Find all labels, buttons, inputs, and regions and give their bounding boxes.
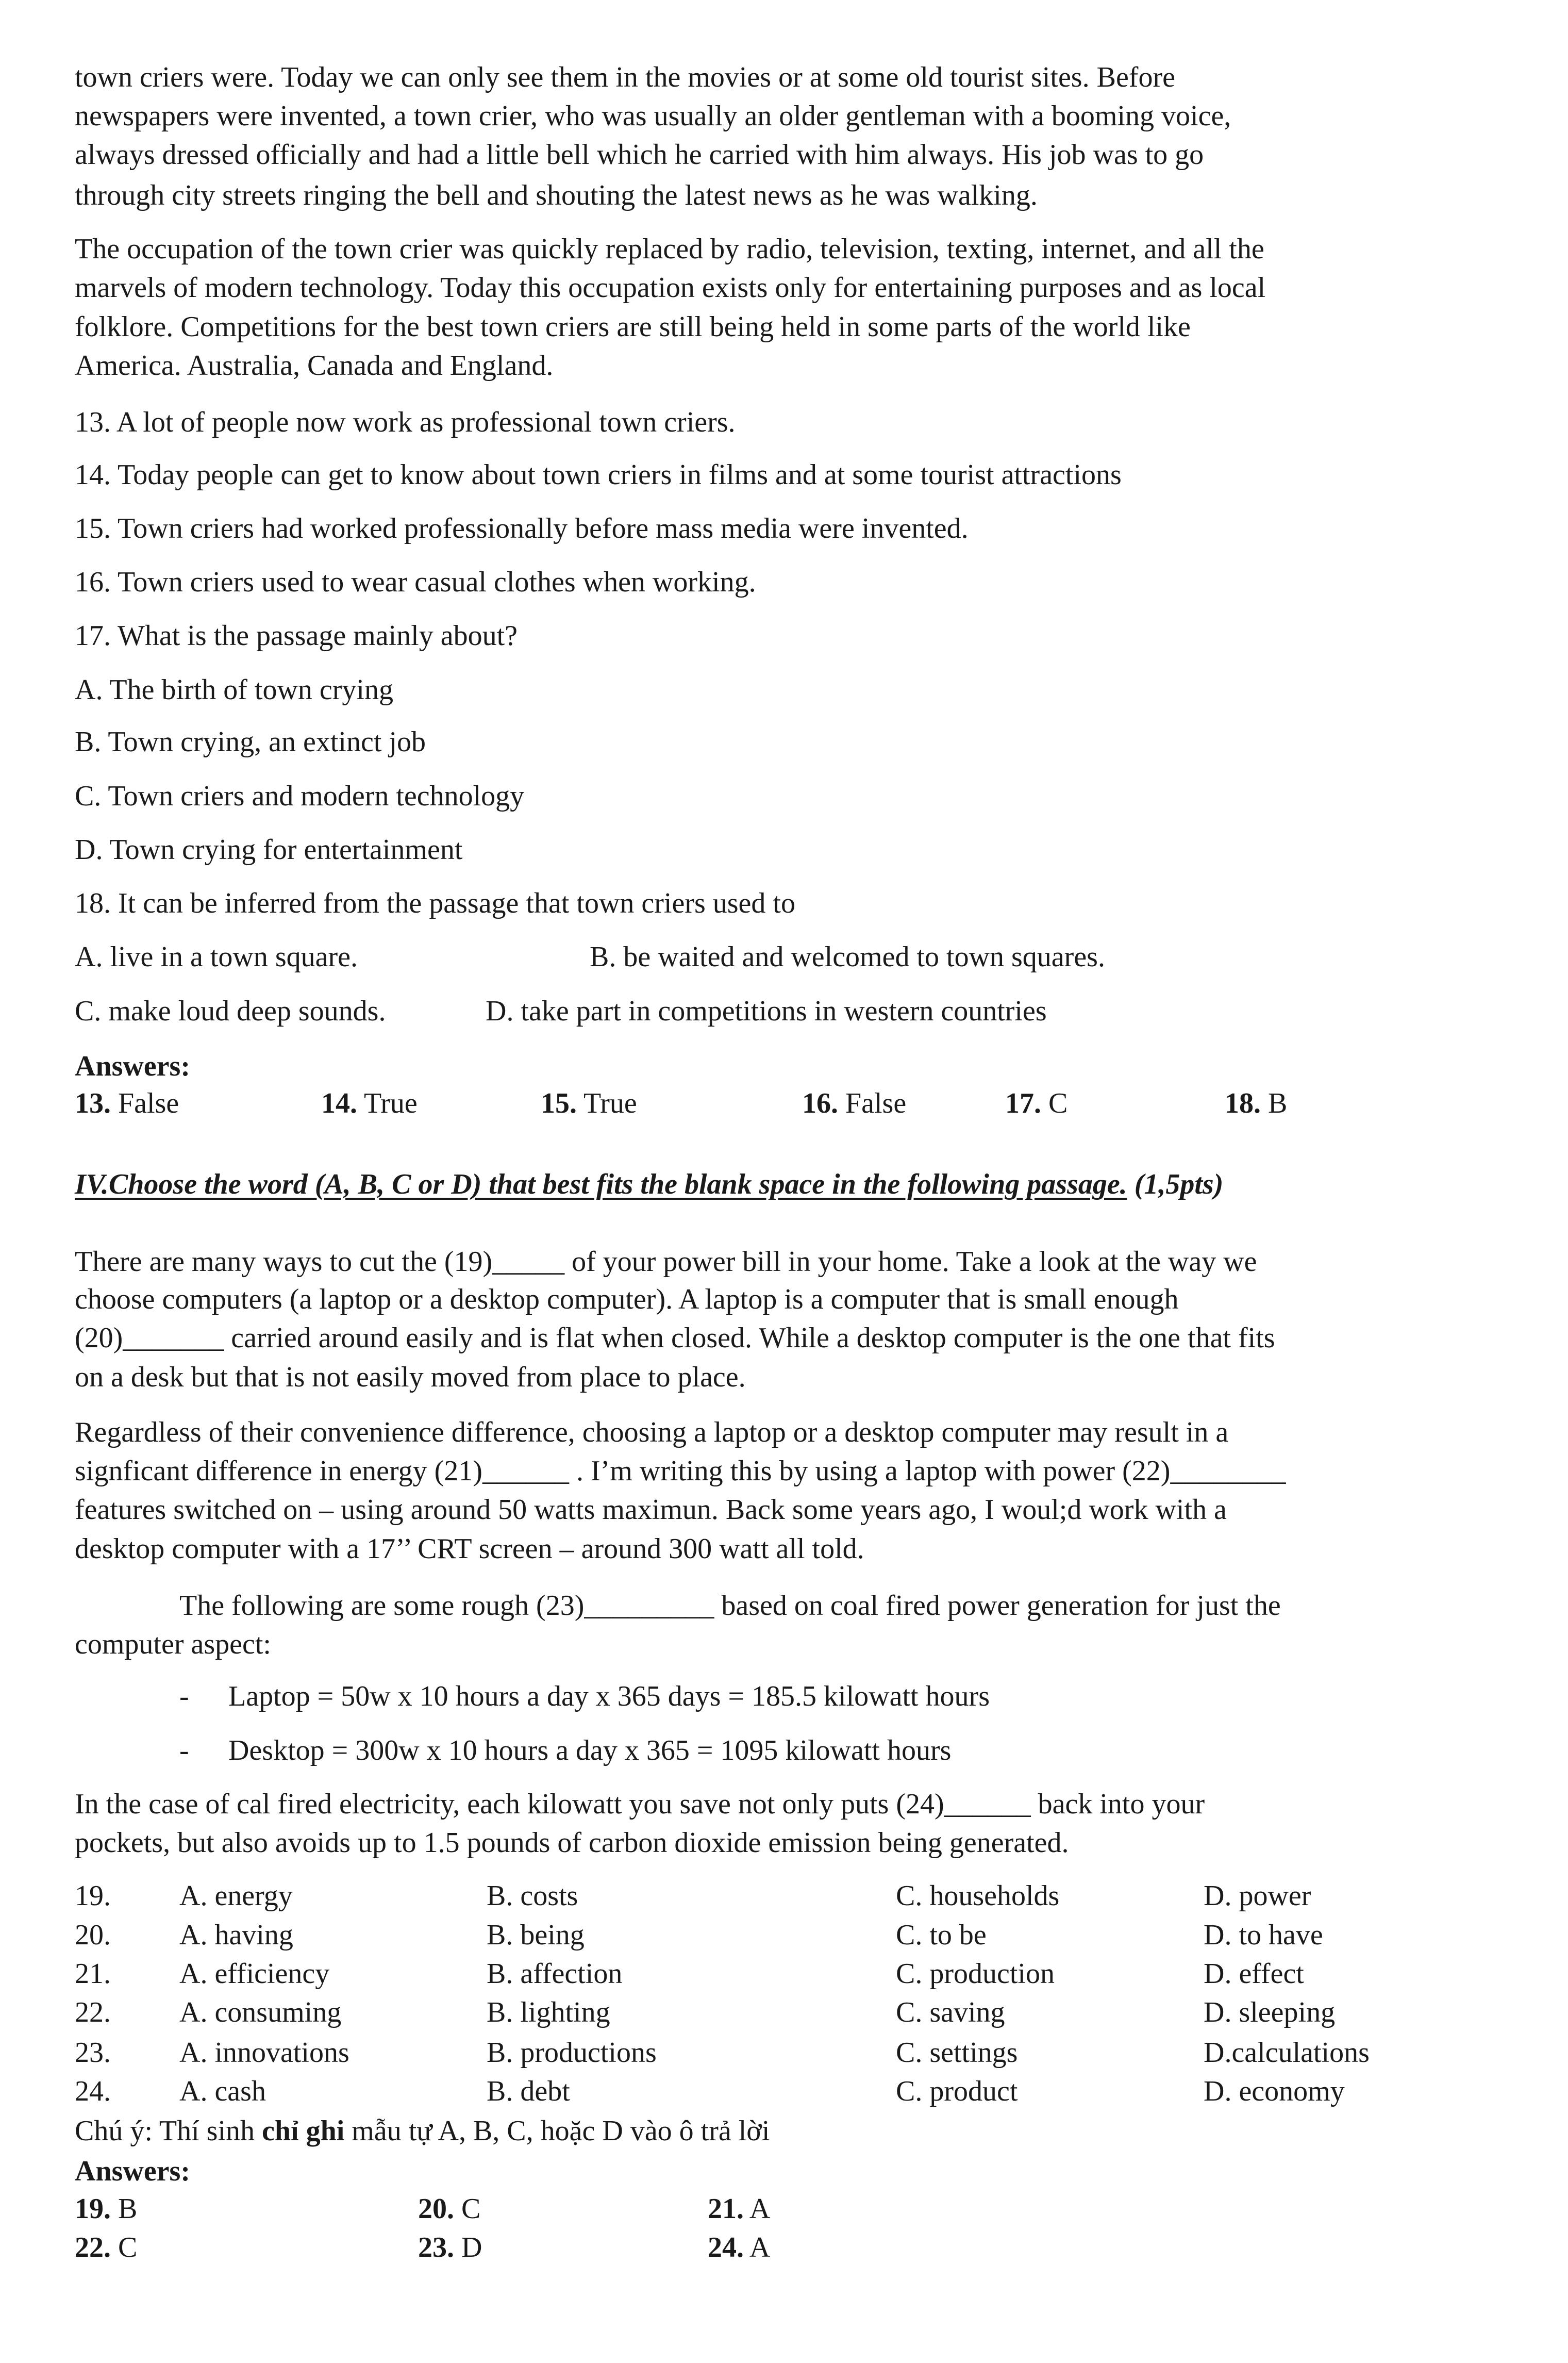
paragraph-line: choose computers (a laptop or a desktop computer). A laptop is a computer that is small enough bbox=[75, 1283, 1179, 1315]
paragraph-line: America. Australia, Canada and England. bbox=[75, 350, 554, 382]
option-choice: D. power bbox=[1204, 1880, 1311, 1912]
option-choice: A. consuming bbox=[179, 1996, 342, 2028]
answer-number: 15. bbox=[541, 1087, 577, 1119]
answer-item bbox=[75, 2228, 137, 2267]
option-choice: D. effect bbox=[1204, 1958, 1304, 1990]
answer-item bbox=[75, 2190, 137, 2228]
section-points: (1,5pts) bbox=[1127, 1168, 1224, 1200]
answer-number: 24. bbox=[708, 2232, 744, 2263]
option-row-number: 21. bbox=[75, 1958, 111, 1990]
question-18: 18. It can be inferred from the passage that town criers used to bbox=[75, 887, 795, 919]
answer-value: False bbox=[111, 1087, 179, 1119]
section-heading bbox=[75, 1165, 1223, 1204]
option-choice: C. product bbox=[896, 2075, 1018, 2107]
bullet-dash: - bbox=[179, 1734, 189, 1766]
bullet-desktop: Desktop = 300w x 10 hours a day x 365 = 1095 kilowatt hours bbox=[228, 1734, 952, 1766]
answer-value: False bbox=[838, 1087, 907, 1119]
option-choice: D.calculations bbox=[1204, 2037, 1370, 2069]
answer-value: True bbox=[357, 1087, 418, 1119]
paragraph-line: Regardless of their convenience difference, choosing a laptop or a desktop computer may result in a bbox=[75, 1416, 1229, 1448]
answer-value: D bbox=[454, 2232, 482, 2263]
note bbox=[75, 2112, 770, 2151]
question-17: 17. What is the passage mainly about? bbox=[75, 620, 518, 652]
answers-label: Answers: bbox=[75, 1050, 190, 1082]
paragraph-line: newspapers were invented, a town crier, who was usually an older gentleman with a booming voice, bbox=[75, 100, 1231, 132]
option-choice: B. affection bbox=[487, 1958, 623, 1990]
answer-15 bbox=[541, 1084, 637, 1123]
option-choice: B. productions bbox=[487, 2037, 657, 2069]
question-14: 14. Today people can get to know about town criers in films and at some tourist attractions bbox=[75, 459, 1122, 491]
option-choice: A. efficiency bbox=[179, 1958, 330, 1990]
option-18b: B. be waited and welcomed to town squares. bbox=[590, 941, 1105, 973]
paragraph-line: town criers were. Today we can only see them in the movies or at some old tourist sites. Before bbox=[75, 61, 1175, 93]
option-row-number: 22. bbox=[75, 1996, 111, 2028]
bullet-dash: - bbox=[179, 1680, 189, 1712]
option-choice: D. to have bbox=[1204, 1919, 1323, 1951]
answer-value: C bbox=[111, 2232, 138, 2263]
note-text: Chú ý: Thí sinh bbox=[75, 2115, 262, 2147]
paragraph-line: pockets, but also avoids up to 1.5 pounds of carbon dioxide emission being generated. bbox=[75, 1827, 1069, 1859]
question-16: 16. Town criers used to wear casual clothes when working. bbox=[75, 566, 756, 598]
option-choice: C. production bbox=[896, 1958, 1055, 1990]
option-18d: D. take part in competitions in western countries bbox=[486, 995, 1047, 1027]
bullet-laptop: Laptop = 50w x 10 hours a day x 365 days = 185.5 kilowatt hours bbox=[228, 1680, 990, 1712]
option-choice: D. economy bbox=[1204, 2075, 1345, 2107]
option-choice: A. energy bbox=[179, 1880, 293, 1912]
option-17b: B. Town crying, an extinct job bbox=[75, 726, 426, 758]
paragraph-line: The following are some rough (23)_________ based on coal fired power generation for just the bbox=[179, 1590, 1281, 1622]
option-choice: B. costs bbox=[487, 1880, 578, 1912]
paragraph-line: marvels of modern technology. Today this occupation exists only for entertaining purposes and as local bbox=[75, 272, 1266, 304]
note-text: mẫu tự A, B, C, hoặc D vào ô trả lời bbox=[344, 2115, 770, 2147]
option-17a: A. The birth of town crying bbox=[75, 674, 393, 706]
paragraph-line: desktop computer with a 17’’ CRT screen – around 300 watt all told. bbox=[75, 1533, 864, 1565]
option-choice: A. cash bbox=[179, 2075, 266, 2107]
paragraph-line: through city streets ringing the bell and shouting the latest news as he was walking. bbox=[75, 179, 1038, 211]
option-row-number: 23. bbox=[75, 2037, 111, 2069]
answer-number: 23. bbox=[418, 2232, 454, 2263]
answer-number: 13. bbox=[75, 1087, 111, 1119]
option-18c: C. make loud deep sounds. bbox=[75, 995, 386, 1027]
question-13: 13. A lot of people now work as professional town criers. bbox=[75, 406, 736, 438]
paragraph-line: features switched on – using around 50 watts maximun. Back some years ago, I woul;d work with a bbox=[75, 1494, 1227, 1526]
option-choice: C. households bbox=[896, 1880, 1060, 1912]
option-row-number: 20. bbox=[75, 1919, 111, 1951]
answers-label: Answers: bbox=[75, 2155, 190, 2187]
answer-value: B bbox=[111, 2193, 138, 2225]
answer-value: True bbox=[577, 1087, 637, 1119]
option-17c: C. Town criers and modern technology bbox=[75, 780, 525, 812]
paragraph-line: folklore. Competitions for the best town criers are still being held in some parts of the world like bbox=[75, 311, 1191, 343]
answer-14 bbox=[321, 1084, 418, 1123]
question-15: 15. Town criers had worked professionally before mass media were invented. bbox=[75, 513, 969, 544]
option-18a: A. live in a town square. bbox=[75, 941, 358, 973]
option-choice: A. innovations bbox=[179, 2037, 349, 2069]
answer-item bbox=[418, 2190, 480, 2228]
answer-value: B bbox=[1261, 1087, 1288, 1119]
answer-number: 16. bbox=[802, 1087, 838, 1119]
paragraph-line: The occupation of the town crier was quickly replaced by radio, television, texting, internet, and all the bbox=[75, 233, 1264, 265]
answer-number: 20. bbox=[418, 2193, 454, 2225]
paragraph-line: always dressed officially and had a little bell which he carried with him always. His job was to go bbox=[75, 139, 1204, 171]
answer-number: 14. bbox=[321, 1087, 357, 1119]
paragraph-line: In the case of cal fired electricity, each kilowatt you save not only puts (24)______ back into your bbox=[75, 1788, 1205, 1820]
answer-item bbox=[418, 2228, 482, 2267]
option-choice: C. saving bbox=[896, 1996, 1005, 2028]
option-choice: D. sleeping bbox=[1204, 1996, 1336, 2028]
paragraph-line: There are many ways to cut the (19)_____ of your power bill in your home. Take a look at the way we bbox=[75, 1246, 1257, 1278]
option-choice: C. settings bbox=[896, 2037, 1018, 2069]
answer-18 bbox=[1225, 1084, 1287, 1123]
answer-17 bbox=[1005, 1084, 1067, 1123]
note-bold: chỉ ghi bbox=[262, 2115, 345, 2147]
answer-13 bbox=[75, 1084, 179, 1123]
option-choice: C. to be bbox=[896, 1919, 987, 1951]
option-choice: A. having bbox=[179, 1919, 293, 1951]
answer-number: 21. bbox=[708, 2193, 744, 2225]
section-heading-text: IV.Choose the word (A, B, C or D) that best fits the blank space in the following passage. bbox=[75, 1168, 1127, 1200]
answer-number: 22. bbox=[75, 2232, 111, 2263]
answer-item bbox=[708, 2228, 770, 2267]
answer-value: A bbox=[744, 2232, 771, 2263]
paragraph-line: (20)_______ carried around easily and is flat when closed. While a desktop computer is the one that fits bbox=[75, 1322, 1275, 1354]
paragraph-line: signficant difference in energy (21)______ . I’m writing this by using a laptop with power (22)________ bbox=[75, 1455, 1286, 1487]
option-choice: B. being bbox=[487, 1919, 585, 1951]
answer-item bbox=[708, 2190, 770, 2228]
option-choice: B. lighting bbox=[487, 1996, 610, 2028]
option-choice: B. debt bbox=[487, 2075, 570, 2107]
answer-value: C bbox=[454, 2193, 481, 2225]
answer-value: C bbox=[1041, 1087, 1068, 1119]
option-row-number: 19. bbox=[75, 1880, 111, 1912]
option-17d: D. Town crying for entertainment bbox=[75, 834, 463, 866]
answer-number: 17. bbox=[1005, 1087, 1041, 1119]
paragraph-line: on a desk but that is not easily moved from place to place. bbox=[75, 1361, 746, 1393]
answer-number: 18. bbox=[1225, 1087, 1261, 1119]
answer-16 bbox=[802, 1084, 906, 1123]
answer-value: A bbox=[744, 2193, 771, 2225]
answer-number: 19. bbox=[75, 2193, 111, 2225]
paragraph-line: computer aspect: bbox=[75, 1628, 271, 1660]
option-row-number: 24. bbox=[75, 2075, 111, 2107]
